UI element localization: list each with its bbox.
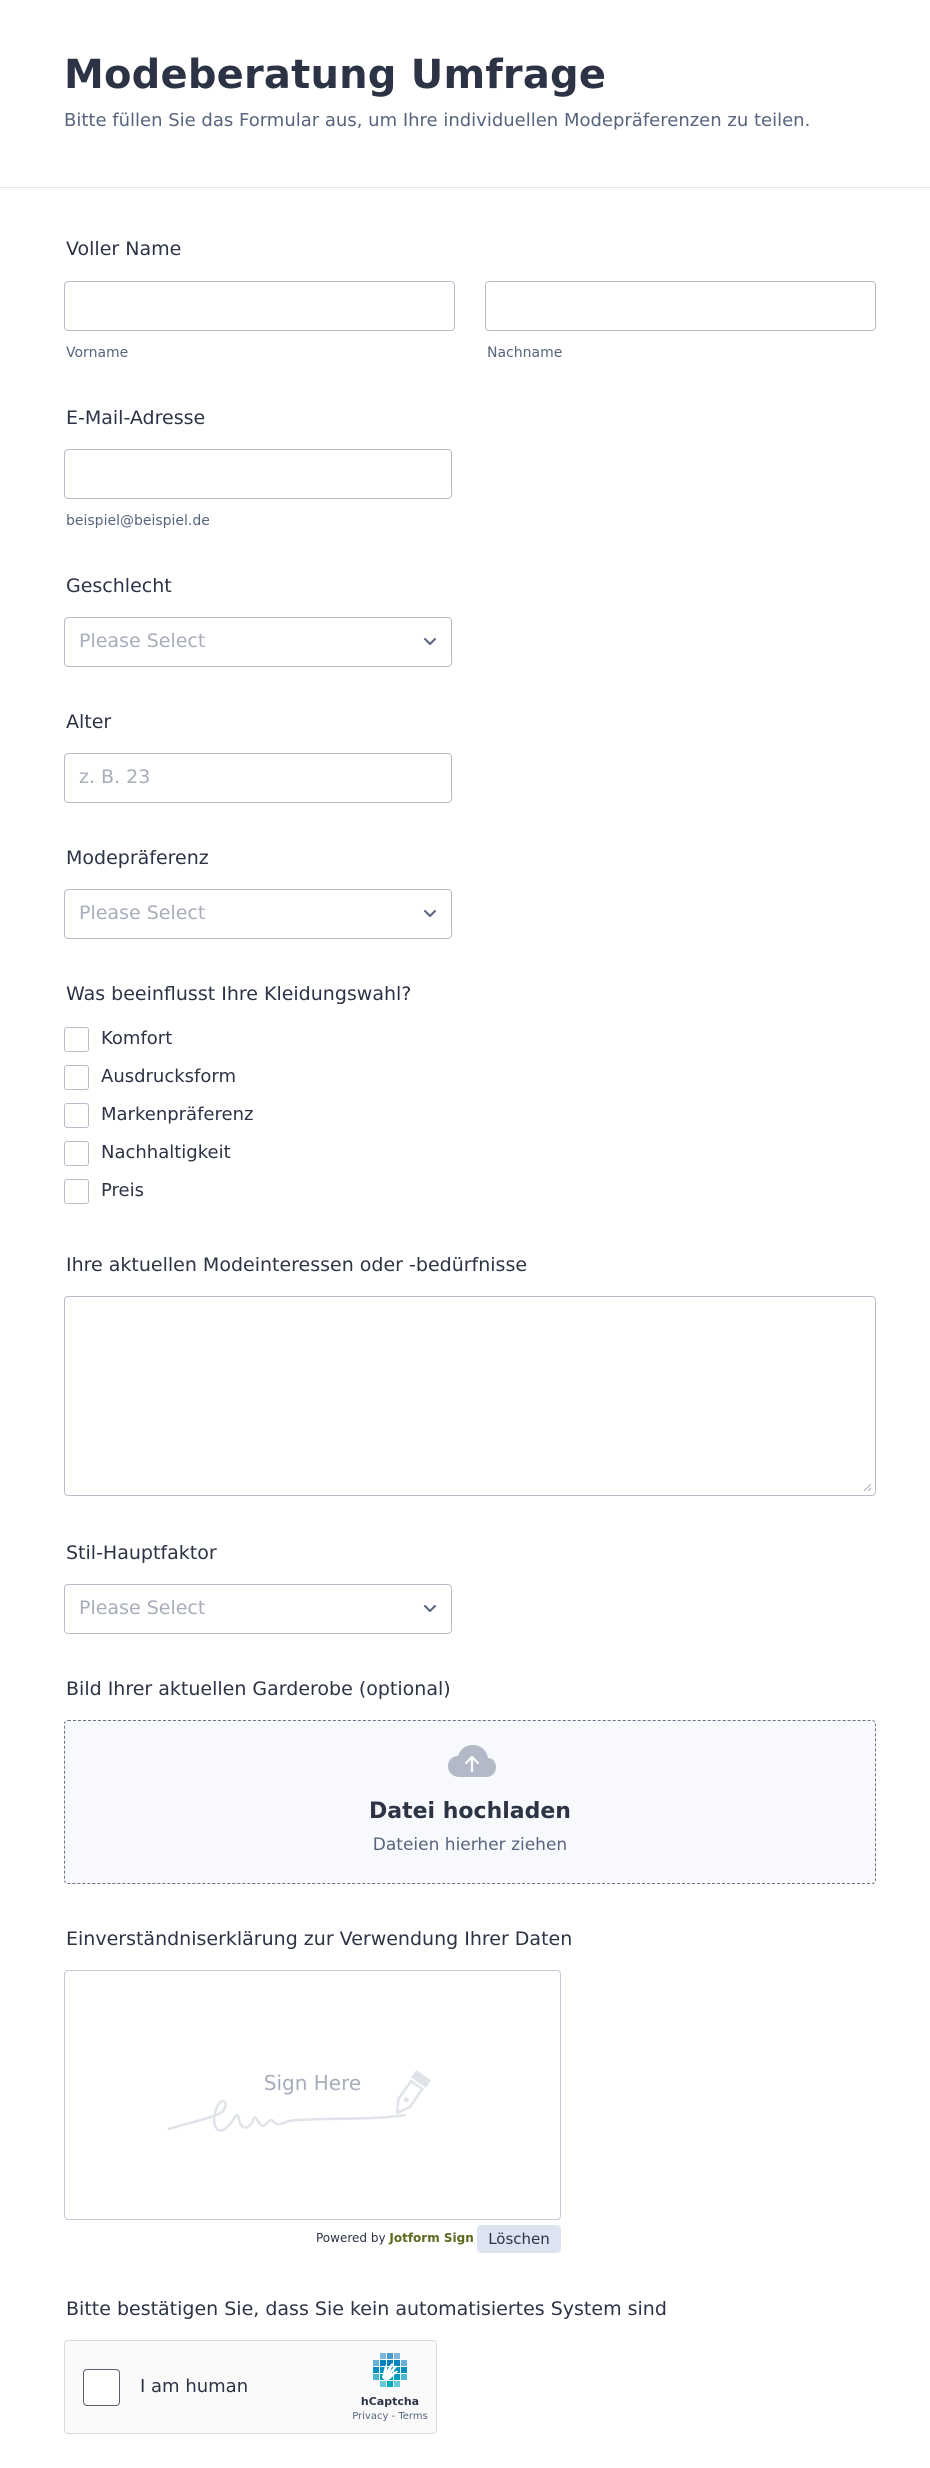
captcha-checkbox-label[interactable]: I am human [140,2376,249,2397]
signature-label: Einverständniserklärung zur Verwendung Ihrer Daten [66,1928,573,1950]
last-name-sublabel: Nachname [487,345,563,361]
interests-textarea[interactable] [64,1296,876,1496]
gender-label: Geschlecht [66,575,172,597]
cloud-upload-icon [447,1743,497,1779]
clear-signature-button[interactable]: Löschen [477,2225,561,2253]
powered-by-prefix: Powered by [316,2231,386,2245]
checkbox-label[interactable]: Ausdrucksform [101,1066,236,1087]
checkbox-label[interactable]: Markenpräferenz [101,1104,254,1125]
checkbox-label[interactable]: Nachhaltigkeit [101,1142,231,1163]
age-input-placeholder: z. B. 23 [79,766,151,788]
gender-select-placeholder: Please Select [79,630,206,652]
checkbox-label[interactable]: Preis [101,1180,144,1201]
upload-subtitle: Dateien hierher ziehen [372,1835,568,1855]
checkbox-box[interactable] [64,1065,89,1090]
fashion-preference-select[interactable] [64,889,452,939]
last-name-input[interactable] [485,281,876,331]
file-upload-dropzone[interactable] [64,1720,876,1884]
hcaptcha-privacy-terms-link[interactable]: Privacy - Terms [352,2411,428,2422]
age-input[interactable] [64,753,452,803]
upload-title: Datei hochladen [369,1799,571,1824]
powered-by-text [316,2231,474,2245]
style-factor-select[interactable] [64,1584,452,1634]
chevron-down-icon [421,1599,439,1617]
style-factor-label: Stil-Hauptfaktor [66,1542,217,1564]
resize-grip-icon[interactable] [862,1482,872,1492]
checkbox-box[interactable] [64,1103,89,1128]
hcaptcha-widget [64,2340,437,2434]
form-title: Modeberatung Umfrage [64,52,607,98]
checkbox-box[interactable] [64,1027,89,1052]
age-label: Alter [66,711,112,733]
checkbox-box[interactable] [64,1141,89,1166]
checkbox-box[interactable] [64,1179,89,1204]
upload-label: Bild Ihrer aktuellen Garderobe (optional) [66,1678,451,1700]
full-name-label: Voller Name [66,238,182,260]
email-input[interactable] [64,449,452,499]
captcha-label: Bitte bestätigen Sie, dass Sie kein automatisiertes System sind [66,2298,667,2320]
signature-pen-icon [165,2051,465,2141]
signature-pad[interactable] [64,1970,561,2220]
fashion-preference-label: Modepräferenz [66,847,209,869]
powered-by-brand: Jotform Sign [389,2231,474,2245]
gender-select[interactable] [64,617,452,667]
checkbox-label[interactable]: Komfort [101,1028,173,1049]
influence-label: Was beeinflusst Ihre Kleidungswahl? [66,983,412,1005]
signature-placeholder: Sign Here [263,2071,362,2095]
form-subtitle: Bitte füllen Sie das Formular aus, um Ihre individuellen Modepräferenzen zu teilen. [64,110,811,131]
style-factor-placeholder: Please Select [79,1597,206,1619]
form-header [0,0,930,188]
hcaptcha-brand: hCaptcha [360,2395,420,2408]
chevron-down-icon [421,904,439,922]
hcaptcha-logo-icon [370,2353,408,2391]
captcha-checkbox[interactable] [83,2369,120,2406]
chevron-down-icon [421,632,439,650]
email-label: E-Mail-Adresse [66,407,206,429]
email-sublabel: beispiel@beispiel.de [66,513,210,529]
first-name-sublabel: Vorname [66,345,129,361]
interests-label: Ihre aktuellen Modeinteressen oder -bedürfnisse [66,1254,528,1276]
first-name-input[interactable] [64,281,455,331]
fashion-preference-placeholder: Please Select [79,902,206,924]
